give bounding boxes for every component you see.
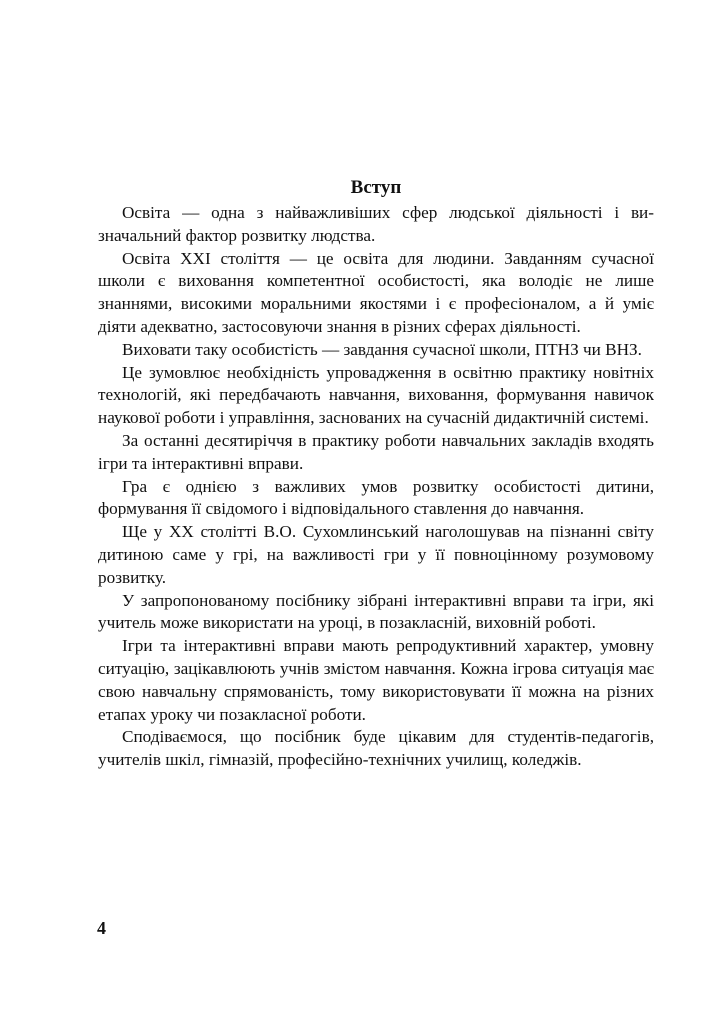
paragraph-5: За останні десятиріччя в практику роботи навчальних закладів входять ігри та інтерактивні вправи. (98, 430, 654, 473)
paragraph-2: Освіта XXI століття — це освіта для людини. Завданням сучасної школи є виховання компетентної особистості, яка володіє не лише знаннями, високими моральними якостями і є професіоналом, а й уміє діяти адекватно, застосовуючи знання в різних сферах діяльності. (98, 248, 654, 336)
page-content (98, 174, 654, 772)
paragraph-3: Виховати таку особистість — завдання сучасної школи, ПТНЗ чи ВНЗ. (122, 339, 642, 359)
paragraph-1: Освіта — одна з найважливіших сфер людської діяльності і визначальний фактор розвитку людства. (98, 203, 654, 245)
paragraph-6: Гра є однією з важливих умов розвитку особистості дитини, формування її свідомого і відповідального ставлення до навчання. (98, 476, 654, 519)
paragraph-4: Це зумовлює необхідність упровадження в освітню практику новітніх технологій, які передбачають навчання, виховання, формування навичок наукової роботи і управління, заснованих на сучасній дидактичній системі. (98, 362, 654, 428)
chapter-title: Вступ (350, 177, 402, 198)
paragraph-7: Ще у XX столітті В.О. Сухомлинський наголошував на пізнанні світу дитиною саме у грі, на важливості гри у її повноцінному розумовому розвитку. (98, 522, 654, 587)
page-number: 4 (97, 918, 106, 938)
paragraph-9: Ігри та інтерактивні вправи мають репродуктивний характер, умовну ситуацію, зацікавлюють учнів змістом навчання. Кожна ігрова ситуація має свою навчальну спрямованість, тому використовувати її можна на різних етапах уроку чи позакласної роботи. (98, 636, 654, 724)
paragraph-10: Сподіваємося, що посібник буде цікавим для студентів-педагогів, учителів шкіл, гімназій, професійно-технічних училищ, коледжів. (98, 727, 654, 770)
paragraph-8: У запропонованому посібнику зібрані інтерактивні вправи та ігри, які учитель може використати на уроці, в позакласній, виховній роботі. (98, 590, 654, 633)
